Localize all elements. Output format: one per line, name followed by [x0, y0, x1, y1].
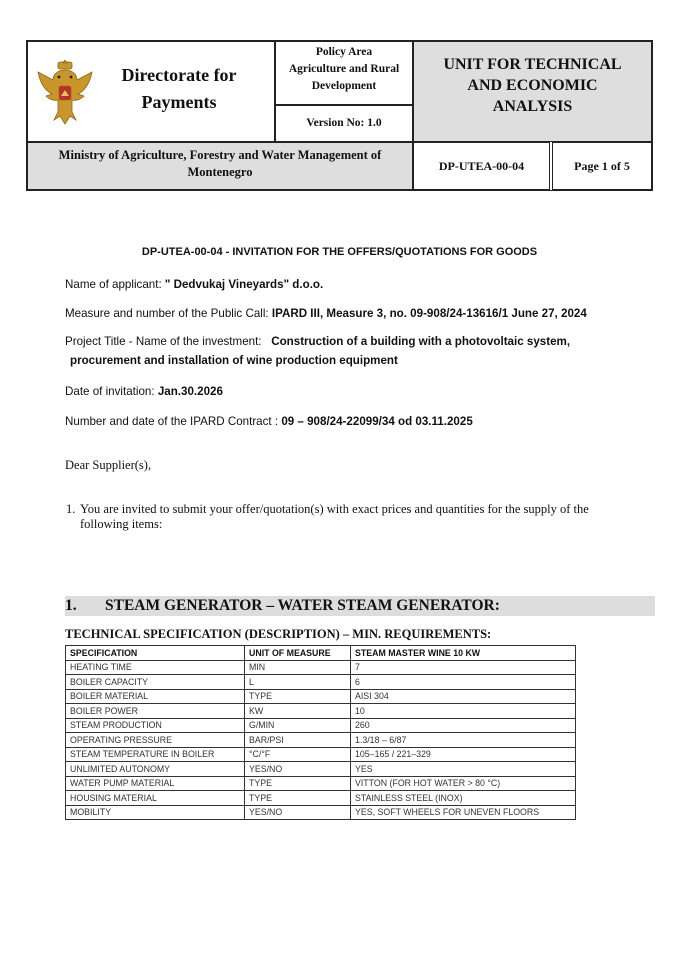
section-heading — [65, 596, 655, 616]
table-row — [66, 689, 576, 704]
directorate-cell — [27, 41, 275, 142]
column-header: SPECIFICATION — [66, 646, 245, 661]
section-title: STEAM GENERATOR – WATER STEAM GENERATOR: — [105, 597, 500, 614]
directorate-title: Directorate for Payments — [121, 65, 237, 112]
unit-cell — [413, 41, 652, 142]
table-cell: VITTON (FOR HOT WATER > 80 °C) — [351, 776, 576, 791]
policy-area-line: Agriculture and Rural — [288, 63, 400, 75]
table-cell: TYPE — [245, 791, 351, 806]
table-cell: YES — [351, 762, 576, 777]
unit-line: ANALYSIS — [492, 98, 573, 115]
salutation: Dear Supplier(s), — [65, 458, 152, 472]
measure-line — [65, 307, 587, 320]
project-line — [65, 335, 570, 348]
page-number-cell: Page 1 of 5 — [552, 142, 652, 190]
applicant-label: Name of applicant: — [65, 278, 165, 291]
table-cell: WATER PUMP MATERIAL — [66, 776, 245, 791]
ministry-line: Montenegro — [187, 165, 253, 179]
table-row — [66, 718, 576, 733]
column-header: UNIT OF MEASURE — [245, 646, 351, 661]
montenegro-coat-of-arms-icon — [36, 60, 94, 126]
section-number: 1. — [65, 597, 77, 614]
date-value: Jan.30.2026 — [157, 385, 223, 398]
table-row — [66, 805, 576, 820]
list-item-text: You are invited to submit your offer/quotation(s) with exact prices and quantities for the supply of the following items: — [80, 502, 589, 531]
table-cell: YES/NO — [245, 805, 351, 820]
table-row — [66, 704, 576, 719]
table-cell: STAINLESS STEEL (INOX) — [351, 791, 576, 806]
table-row — [66, 660, 576, 675]
policy-area-line: Policy Area — [315, 46, 373, 58]
table-cell: YES, SOFT WHEELS FOR UNEVEN FLOORS — [351, 805, 576, 820]
spec-table-body — [66, 660, 576, 820]
table-cell: AISI 304 — [351, 689, 576, 704]
project-value-2: procurement and installation of wine production equipment — [70, 354, 398, 367]
applicant-line — [65, 278, 323, 291]
document-title: DP-UTEA-00-04 - INVITATION FOR THE OFFERS/QUOTATIONS FOR GOODS — [141, 246, 538, 258]
measure-label: Measure and number of the Public Call: — [65, 307, 272, 320]
table-cell: TYPE — [245, 776, 351, 791]
ministry-line: Ministry of Agriculture, Forestry and Water Management of — [58, 148, 382, 162]
table-cell: BOILER CAPACITY — [66, 675, 245, 690]
table-cell: UNLIMITED AUTONOMY — [66, 762, 245, 777]
table-cell: 6 — [351, 675, 576, 690]
table-cell: L — [245, 675, 351, 690]
document-header — [26, 40, 653, 191]
table-cell: 105–165 / 221–329 — [351, 747, 576, 762]
contract-value: 09 – 908/24-22099/34 od 03.11.2025 — [281, 415, 473, 428]
contract-line — [65, 415, 473, 428]
table-cell: 7 — [351, 660, 576, 675]
table-cell: BOILER POWER — [66, 704, 245, 719]
table-row — [66, 675, 576, 690]
table-row — [66, 776, 576, 791]
table-cell: YES/NO — [245, 762, 351, 777]
applicant-value: " Dedvukaj Vineyards" d.o.o. — [164, 278, 324, 291]
table-row — [66, 733, 576, 748]
unit-line: AND ECONOMIC — [467, 77, 598, 94]
table-cell: KW — [245, 704, 351, 719]
table-cell: 1.3/18 – 6/87 — [351, 733, 576, 748]
policy-area-cell — [275, 41, 413, 105]
table-cell: BAR/PSI — [245, 733, 351, 748]
table-cell: 260 — [351, 718, 576, 733]
table-cell: STEAM TEMPERATURE IN BOILER — [66, 747, 245, 762]
list-item-number: 1. — [66, 502, 76, 516]
table-header-row — [66, 646, 576, 661]
column-header: STEAM MASTER WINE 10 KW — [351, 646, 576, 661]
project-line-2 — [70, 354, 398, 367]
contract-label: Number and date of the IPARD Contract : — [65, 415, 282, 428]
table-cell: MIN — [245, 660, 351, 675]
section-subtitle: TECHNICAL SPECIFICATION (DESCRIPTION) – MIN. REQUIREMENTS: — [65, 627, 492, 641]
table-row — [66, 791, 576, 806]
table-cell: BOILER MATERIAL — [66, 689, 245, 704]
policy-area-line: Development — [311, 80, 377, 92]
table-cell: OPERATING PRESSURE — [66, 733, 245, 748]
table-cell: HOUSING MATERIAL — [66, 791, 245, 806]
table-cell: STEAM PRODUCTION — [66, 718, 245, 733]
table-cell: 10 — [351, 704, 576, 719]
date-line — [65, 385, 223, 398]
date-label: Date of invitation: — [65, 385, 158, 398]
unit-line: UNIT FOR TECHNICAL — [443, 56, 622, 73]
table-cell: TYPE — [245, 689, 351, 704]
ministry-cell — [27, 142, 413, 190]
project-value-1: Construction of a building with a photovoltaic system, — [271, 335, 571, 348]
table-row — [66, 762, 576, 777]
table-row — [66, 747, 576, 762]
doc-code-cell: DP-UTEA-00-04 — [413, 142, 550, 190]
table-cell: HEATING TIME — [66, 660, 245, 675]
table-cell: G/MIN — [245, 718, 351, 733]
spec-table — [65, 645, 576, 820]
table-cell: MOBILITY — [66, 805, 245, 820]
table-cell: °C/°F — [245, 747, 351, 762]
measure-value: IPARD III, Measure 3, no. 09-908/24-13616/1 June 27, 2024 — [271, 307, 587, 320]
project-label: Project Title - Name of the investment: — [65, 335, 272, 348]
version-cell: Version No: 1.0 — [275, 105, 413, 142]
